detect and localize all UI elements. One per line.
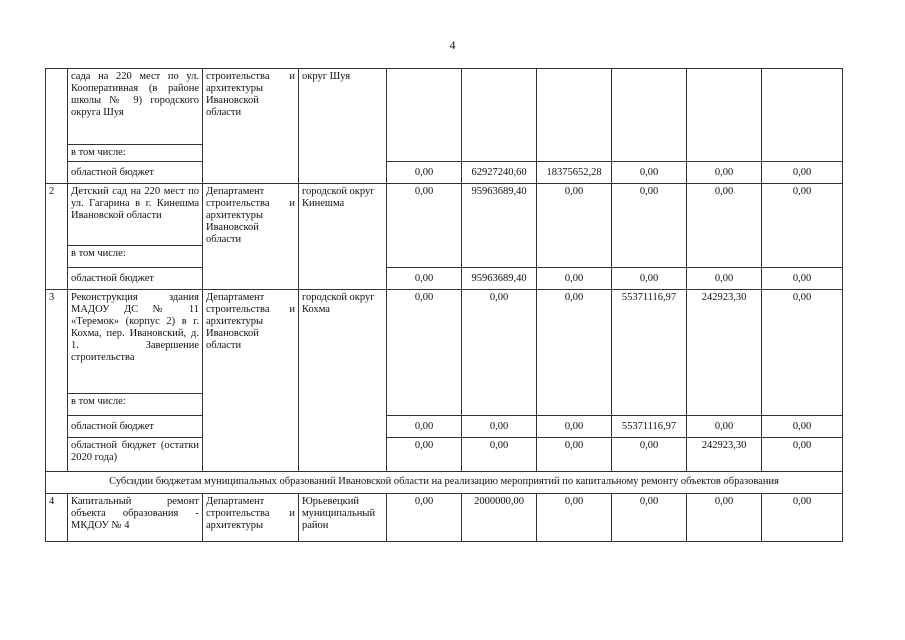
value-cell: 0,00 (387, 162, 462, 184)
section-heading: Субсидии бюджетам муниципальных образований Ивановской области на реализацию мероприятий по капитальному ремонту объектов образования (46, 472, 843, 494)
value-cell: 95963689,40 (462, 184, 537, 268)
value-cell: 55371116,97 (612, 416, 687, 438)
value-cell: 0,00 (762, 184, 843, 268)
value-cell: 0,00 (762, 494, 843, 542)
value-cell: 0,00 (387, 416, 462, 438)
value-cell: 0,00 (687, 268, 762, 290)
value-cell: 0,00 (537, 184, 612, 268)
object-name-cell: Реконструкция здания МАДОУ ДС № 11 «Теремок» (корпус 2) в г. Кохма, пер. Ивановский, д. 1. Завершение строительства (68, 290, 203, 394)
value-cell: 0,00 (687, 162, 762, 184)
value-cell: 0,00 (537, 494, 612, 542)
value-cell: 0,00 (537, 268, 612, 290)
value-cell: 0,00 (387, 184, 462, 268)
including-label: в том числе: (68, 145, 203, 162)
table-row (46, 184, 843, 246)
row-number-cell (46, 69, 68, 184)
value-cell: 0,00 (387, 268, 462, 290)
value-cell: 0,00 (612, 184, 687, 268)
value-cell: 2000000,00 (462, 494, 537, 542)
value-cell: 0,00 (462, 438, 537, 472)
budget-label: областной бюджет (68, 162, 203, 184)
table-row (46, 290, 843, 394)
value-cell: 0,00 (687, 416, 762, 438)
page-number: 4 (449, 38, 456, 52)
municipality-cell: Юрьевецкий муниципальный район (299, 494, 387, 542)
value-cell: 0,00 (612, 162, 687, 184)
department-cell: строительства и архитектуры Ивановской области (203, 69, 299, 184)
table-row (46, 268, 843, 290)
value-cell: 0,00 (462, 290, 537, 416)
value-cell: 0,00 (462, 416, 537, 438)
value-cell: 0,00 (537, 438, 612, 472)
value-cell: 0,00 (687, 184, 762, 268)
value-cell: 0,00 (612, 438, 687, 472)
row-number-cell: 4 (46, 494, 68, 542)
value-cell: 0,00 (762, 416, 843, 438)
row-number-cell: 2 (46, 184, 68, 290)
value-cell: 242923,30 (687, 290, 762, 416)
department-cell: Департамент строительства и архитектуры Ивановской области (203, 184, 299, 290)
object-name-cell: Детский сад на 220 мест по ул. Гагарина в г. Кинешма Ивановской области (68, 184, 203, 246)
value-cell: 0,00 (387, 290, 462, 416)
municipality-cell: городской округ Кохма (299, 290, 387, 472)
table-row (46, 416, 843, 438)
table-row (46, 162, 843, 184)
table-row (46, 494, 843, 542)
value-cell: 0,00 (762, 268, 843, 290)
budget-label: областной бюджет (остатки 2020 года) (68, 438, 203, 472)
table-row (46, 472, 843, 494)
municipality-cell: округ Шуя (299, 69, 387, 184)
municipality-cell: городской округ Кинешма (299, 184, 387, 290)
value-cell: 62927240,60 (462, 162, 537, 184)
budget-label: областной бюджет (68, 268, 203, 290)
value-cell: 0,00 (537, 416, 612, 438)
object-name-cell: Капитальный ремонт объекта образования - МКДОУ № 4 (68, 494, 203, 542)
object-name-cell: сада на 220 мест по ул. Кооперативная (в районе школы № 9) городского округа Шуя (68, 69, 203, 145)
including-label: в том числе: (68, 246, 203, 268)
value-cell: 95963689,40 (462, 268, 537, 290)
row-number-cell: 3 (46, 290, 68, 472)
including-label: в том числе: (68, 394, 203, 416)
budget-table (45, 68, 843, 542)
value-cell: 55371116,97 (612, 290, 687, 416)
value-cell: 0,00 (762, 290, 843, 416)
value-cell: 0,00 (687, 494, 762, 542)
value-cell: 18375652,28 (537, 162, 612, 184)
value-cell: 0,00 (612, 268, 687, 290)
value-cell: 242923,30 (687, 438, 762, 472)
value-cell: 0,00 (387, 494, 462, 542)
table-row (46, 438, 843, 472)
value-cell: 0,00 (537, 290, 612, 416)
value-cell: 0,00 (762, 162, 843, 184)
value-cell: 0,00 (762, 438, 843, 472)
department-cell: Департамент строительства и архитектуры (203, 494, 299, 542)
department-cell: Департамент строительства и архитектуры Ивановской области (203, 290, 299, 472)
budget-label: областной бюджет (68, 416, 203, 438)
value-cell: 0,00 (612, 494, 687, 542)
table-row (46, 69, 843, 145)
value-cell: 0,00 (387, 438, 462, 472)
